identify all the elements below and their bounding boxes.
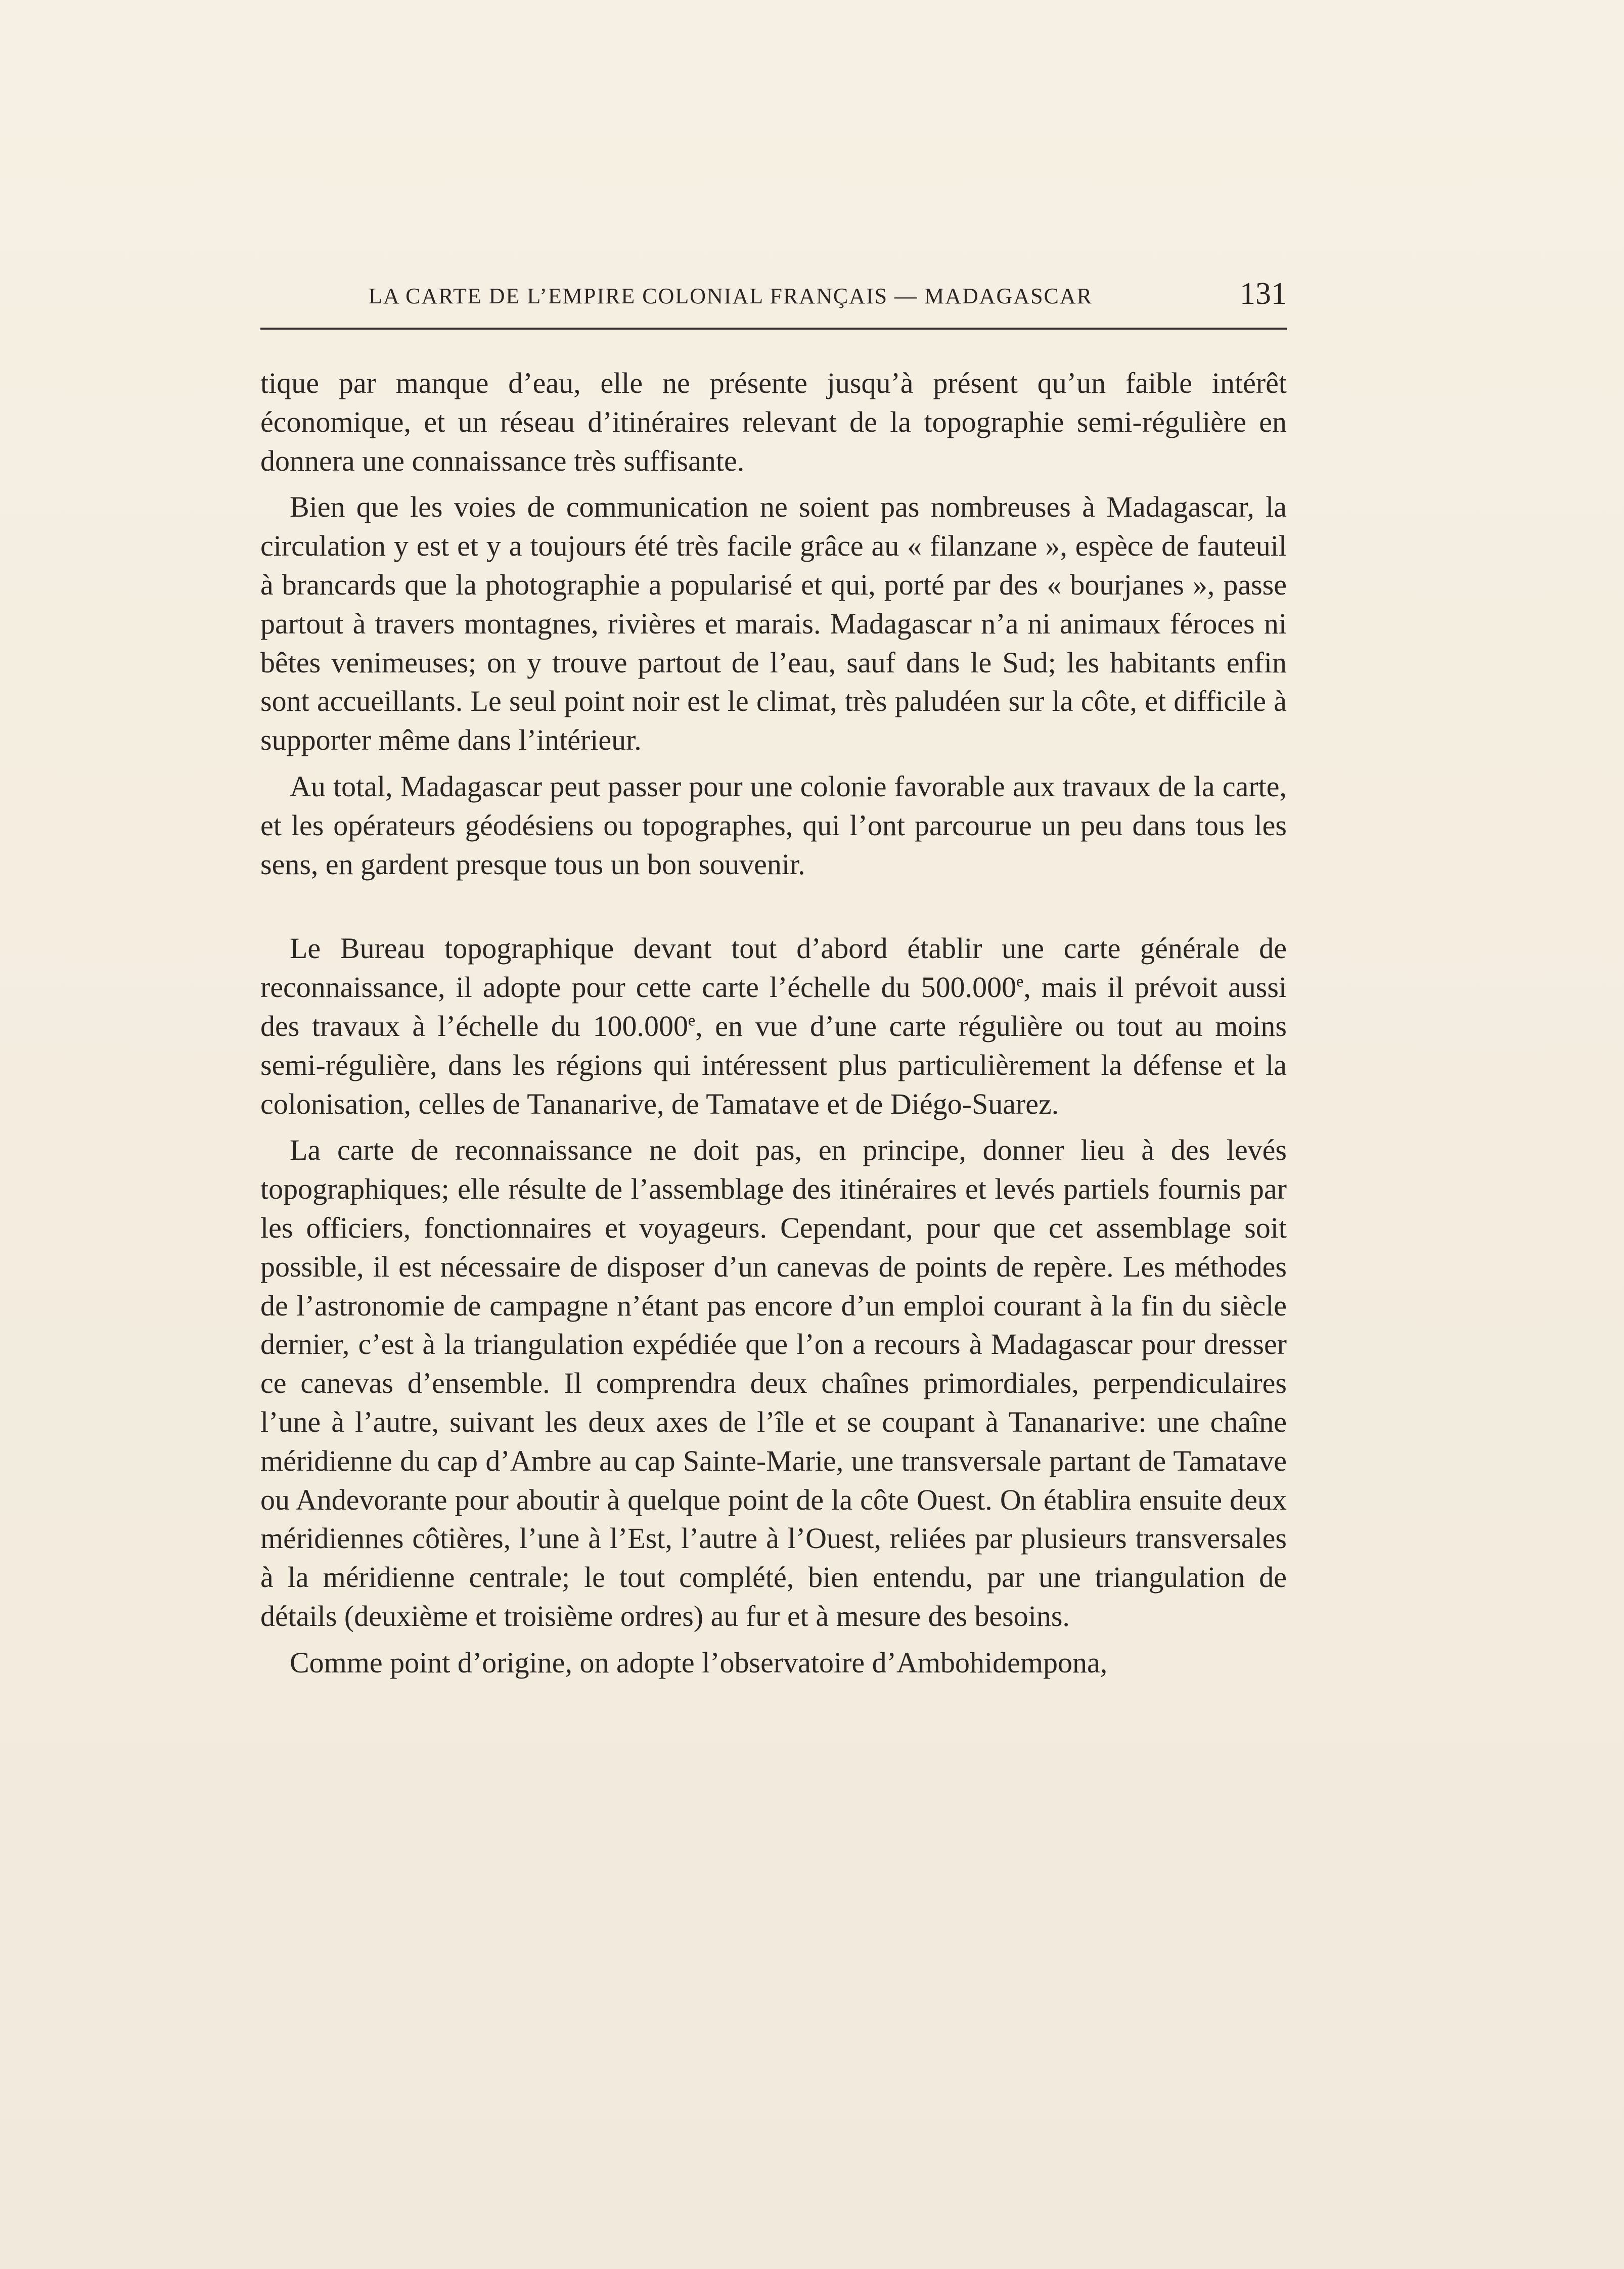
body-text [260, 364, 1287, 1690]
paragraph-6: Comme point d’origine, on adopte l’observatoire d’Ambohidempona, [290, 1646, 1108, 1679]
header-rule [260, 328, 1287, 330]
paragraph-3: Au total, Madagascar peut passer pour une colonie favorable aux travaux de la carte, et les opérateurs géodésiens ou topographes, qui l’ont parcourue un peu dans tous les sens, en gardent presque tous un bon souvenir. [260, 769, 1287, 881]
running-head [260, 268, 1287, 329]
paragraph-4-part-2: , mais il prévoit aussi des travaux à l’échelle du 100.000 [260, 971, 1287, 1042]
paragraph-4-superscript-1: e [1016, 972, 1024, 990]
paragraph-5: La carte de reconnaissance ne doit pas, en principe, donner lieu à des levés topographiques; elle résulte de l’assemblage des itinéraires et levés partiels fournis par les officiers, fonctionnaires et voyageurs. Cependant, pour que cet assemblage soit possible, il est nécessaire de disposer d’un canevas de points de repère. Les méthodes de l’astronomie de campagne n’étant pas encore d’un emploi courant à la fin du siècle dernier, c’est à la triangulation expédiée que l’on a recours à Madagascar pour dresser ce canevas d’ensemble. Il comprendra deux chaînes primordiales, perpendiculaires l’une à l’autre, suivant les deux axes de l’île et se coupant à Tananarive: une chaîne méridienne du cap d’Ambre au cap Sainte-Marie, une transversale partant de Tamatave ou Andevorante pour aboutir à quelque point de la côte Ouest. On établira ensuite deux méridiennes côtières, l’une à l’Est, l’autre à l’Ouest, reliées par plusieurs transversales à la méridienne centrale; le tout complété, bien entendu, par une triangulation de détails (deuxième et troisième ordres) au fur et à mesure des besoins. [260, 1133, 1287, 1632]
paragraph-4-superscript-2: e [688, 1011, 696, 1029]
paragraph-1: tique par manque d’eau, elle ne présente jusqu’à présent qu’un faible intérêt économique, et un réseau d’itinéraires relevant de la topographie semi-régulière en donnera une connaissance très suffisante. [260, 367, 1287, 477]
paragraph-4 [260, 929, 1287, 1123]
running-title: LA CARTE DE L’EMPIRE COLONIAL FRANÇAIS — MADAGASCAR [368, 284, 1093, 308]
paragraph-4-part-1: Le Bureau topographique devant tout d’abord établir une carte générale de reconnaissance, il adopte pour cette carte l’échelle du 500.000 [260, 932, 1287, 1004]
paragraph-2: Bien que les voies de communication ne soient pas nombreuses à Madagascar, la circulation y est et y a toujours été très facile grâce au « filanzane », espèce de fauteuil à brancards que la photographie a popularisé et qui, porté par des « bourjanes », passe partout à travers montagnes, rivières et marais. Madagascar n’a ni animaux féroces ni bêtes venimeuses; on y trouve partout de l’eau, sauf dans le Sud; les habitants enfin sont accueillants. Le seul point noir est le climat, très paludéen sur la côte, et difficile à supporter même dans l’intérieur. [260, 490, 1287, 757]
page-number: 131 [1240, 277, 1287, 311]
paragraph-4-part-3: , en vue d’une carte régulière ou tout au moins semi-régulière, dans les régions qui intéressent plus particulièrement la défense et la colonisation, celles de Tananarive, de Tamatave et de Diégo-Suarez. [260, 1009, 1287, 1120]
